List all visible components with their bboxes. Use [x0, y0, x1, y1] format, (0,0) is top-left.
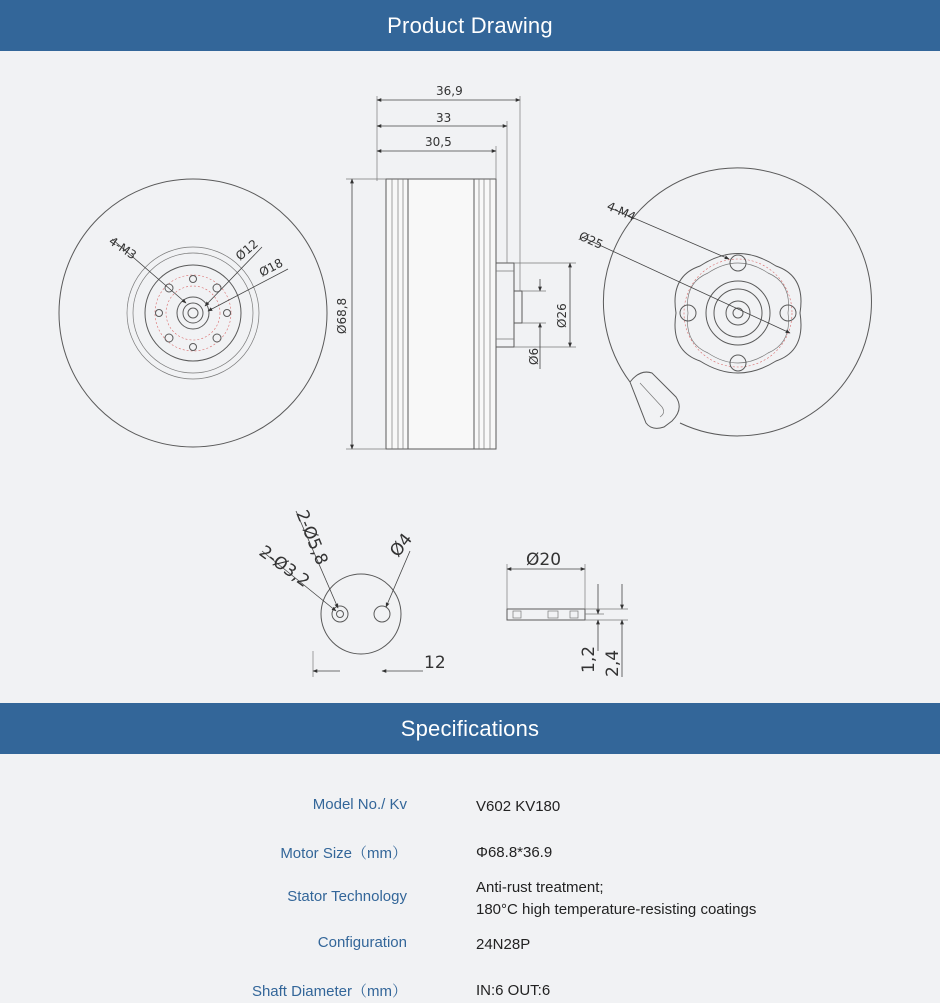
spec-value: V602 KV180 — [476, 798, 561, 815]
side-view — [335, 84, 576, 449]
dim-acc-holes-large: 2-Ø5,8 — [291, 507, 332, 569]
dim-dia-12: Ø12 — [232, 236, 261, 264]
spec-label: Stator Technology — [287, 888, 407, 905]
spec-value-line1: Anti-rust treatment; — [476, 879, 604, 896]
product-drawing — [0, 51, 940, 703]
spec-label: Configuration — [317, 934, 407, 951]
accessory-top-view — [255, 507, 446, 677]
spec-value: 24N28P — [476, 936, 531, 953]
spec-label: Model No./ Kv — [312, 796, 407, 813]
dim-acc-center-hole: Ø4 — [386, 529, 417, 562]
dim-rear-holes: 4-M4 — [604, 198, 638, 224]
product-drawing-title: Product Drawing — [387, 12, 553, 38]
spec-label: Shaft Diameter（mm） — [251, 983, 407, 1000]
dim-acc-2-4: 2,4 — [603, 649, 623, 677]
spec-value-line2: 180°C high temperature-resisting coatings — [476, 901, 757, 918]
dim-dia-18: Ø18 — [256, 255, 286, 280]
specifications-header — [0, 703, 940, 754]
dim-front-holes: 4-M3 — [106, 233, 139, 263]
specifications-table — [0, 754, 940, 1003]
rear-view — [577, 168, 872, 436]
spec-label: Motor Size（mm） — [280, 845, 407, 862]
dim-len-33: 33 — [436, 111, 452, 125]
spec-value: Φ68.8*36.9 — [476, 844, 553, 861]
drawing-canvas — [0, 51, 940, 703]
accessory-side-view — [507, 550, 628, 677]
dim-dia-body: Ø68,8 — [335, 297, 349, 334]
dim-len-305: 30,5 — [425, 135, 452, 149]
dim-dia-shaft: Ø6 — [527, 347, 541, 365]
spec-value: IN:6 OUT:6 — [476, 982, 551, 999]
dim-dia-26: Ø26 — [555, 303, 569, 328]
dim-acc-dia-20: Ø20 — [526, 550, 562, 570]
dim-len-total: 36,9 — [436, 84, 463, 98]
specifications-title: Specifications — [400, 715, 540, 741]
product-drawing-header — [0, 0, 940, 51]
dim-acc-holes-small: 2-Ø3,2 — [255, 541, 314, 592]
dim-acc-spacing: 12 — [424, 653, 446, 673]
dim-dia-25: Ø25 — [576, 228, 606, 252]
dim-acc-1-2: 1,2 — [579, 645, 599, 673]
front-view — [59, 179, 327, 447]
